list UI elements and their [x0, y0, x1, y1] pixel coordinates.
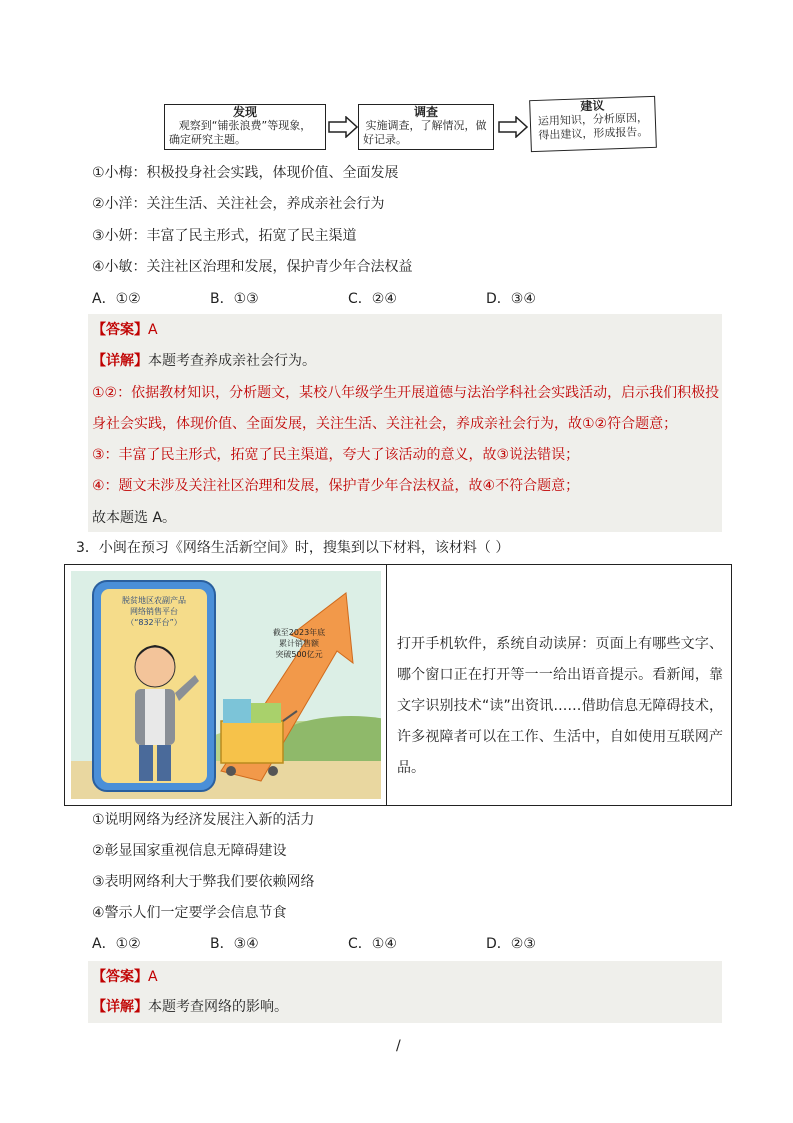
flowchart-step-text: 实施调查，了解情况，做	[365, 119, 487, 132]
conclusion-line: 故本题选 A。	[92, 510, 177, 526]
arrow-right-icon	[328, 116, 358, 138]
material-text: 打开手机软件，系统自动读屏：页面上有哪些文字、哪个窗口正在打开等一一给出语音提示。看新闻，靠文字识别技术“读”出资讯……借助信息无障碍技术，许多视障者可以在工作、生活中，自如使用互联网产品。	[397, 636, 723, 776]
answer-value: A	[148, 322, 158, 338]
detail-line	[92, 997, 288, 1017]
flowchart-step-title: 发现	[232, 105, 257, 119]
flowchart-step-text: 好记录。	[363, 133, 407, 146]
flowchart-step-suggest	[529, 96, 657, 152]
detail-text: 本题考查养成亲社会行为。	[148, 353, 316, 369]
page-number: /	[396, 1038, 401, 1054]
ecommerce-illustration	[71, 571, 381, 799]
option-c: C．①④	[348, 936, 397, 952]
option-d: D．②③	[486, 936, 536, 952]
statement-4: ④小敏：关注社区治理和发展，保护青少年合法权益	[92, 259, 413, 275]
answer-label: 【答案】	[92, 969, 148, 985]
detail-label: 【详解】	[92, 353, 148, 369]
statement-2: ②小洋：关注生活、关注社会，养成亲社会行为	[92, 196, 385, 212]
answer-line	[92, 967, 158, 987]
answer-line	[92, 320, 158, 340]
statement-4: ④警示人们一定要学会信息节食	[92, 905, 287, 921]
arrow-label-1: 截至2023年底	[272, 628, 326, 637]
flowchart-step-text: 确定研究主题。	[169, 133, 246, 146]
answer-label: 【答案】	[92, 322, 148, 338]
explanation-line: ④：题文未涉及关注社区治理和发展，保护青少年合法权益，故④不符合题意；	[92, 478, 580, 494]
question-3-stem: 3．小闽在预习《网络生活新空间》时，搜集到以下材料，该材料（ ）	[76, 540, 510, 556]
option-d: D．③④	[486, 291, 536, 307]
arrow-label-3: 突破500亿元	[275, 650, 323, 659]
flowchart-step-discover	[164, 104, 326, 150]
statement-2: ②彰显国家重视信息无障碍建设	[92, 843, 287, 859]
answer-panel	[88, 961, 722, 1023]
option-c: C．②④	[348, 291, 397, 307]
arrow-right-icon	[498, 116, 528, 138]
statement-3: ③表明网络利大于弊我们要依赖网络	[92, 874, 315, 890]
option-a: A．①②	[92, 291, 141, 307]
material-table	[64, 564, 732, 806]
answer-panel	[88, 314, 722, 532]
statement-3: ③小妍：丰富了民主形式，拓宽了民主渠道	[92, 228, 357, 244]
phone-label-1: 脱贫地区农副产品	[122, 596, 186, 605]
detail-text: 本题考查网络的影响。	[148, 999, 288, 1015]
phone-label-3: （“832平台”）	[126, 618, 182, 627]
table-divider	[386, 565, 387, 805]
detail-line	[92, 351, 316, 371]
detail-label: 【详解】	[92, 999, 148, 1015]
option-a: A．①②	[92, 936, 141, 952]
flowchart-step-text: 运用知识，分析原因，	[537, 111, 649, 128]
flowchart-step-title: 调查	[413, 105, 438, 119]
explanation-line: ①②：依据教材知识，分析题文，某校八年级学生开展道德与法治学科社会实践活动，启示我们积极投	[92, 385, 720, 401]
flowchart-step-title: 建议	[580, 98, 605, 114]
statement-1: ①说明网络为经济发展注入新的活力	[92, 812, 315, 828]
phone-label-2: 网络销售平台	[130, 607, 178, 616]
flowchart-step-investigate	[358, 104, 494, 150]
explanation-line: 身社会实践，体现价值、全面发展，关注生活、关注社会，养成亲社会行为，故①②符合题意；	[92, 416, 678, 432]
explanation-line: ③：丰富了民主形式，拓宽了民主渠道，夸大了该活动的意义，故③说法错误；	[92, 447, 580, 463]
statement-1: ①小梅：积极投身社会实践，体现价值、全面发展	[92, 165, 399, 181]
arrow-label-2: 累计销售额	[279, 639, 319, 648]
option-b: B．③④	[210, 936, 259, 952]
flowchart-step-text: 得出建议，形成报告。	[538, 125, 649, 142]
option-b: B．①③	[210, 291, 259, 307]
flowchart-step-text: 观察到“铺张浪费”等现象，	[178, 119, 312, 132]
answer-value: A	[148, 969, 158, 985]
